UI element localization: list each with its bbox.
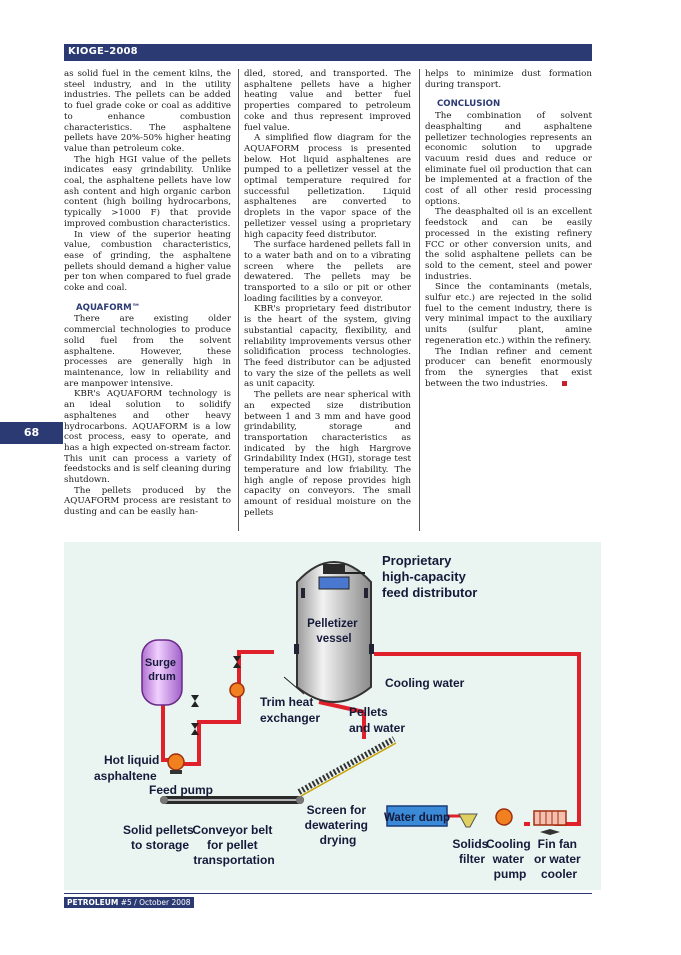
aquaform-flow-diagram (64, 542, 601, 890)
flow-diagram-svg (64, 542, 601, 890)
header-bar (64, 44, 592, 61)
paragraph (425, 347, 592, 390)
label-pelletizer-line: Pelletizer (307, 618, 358, 630)
end-of-article-mark (562, 381, 567, 386)
footer-brand: PETROLEUM (67, 898, 119, 907)
label-solid-pellets (123, 823, 197, 852)
paragraph: The pellets produced by the AQUAFORM process are resistant to dusting and can be easily han- (64, 485, 231, 518)
label-solid-pellets-line: Solid pellets (122, 823, 194, 837)
label-hot-liquid-line: Hot liquid (104, 753, 160, 767)
label-screen-line: dewatering (304, 818, 369, 832)
paragraph: The deasphalted oil is an excellent feedstock and can be easily processed in the existing refinery FCC or other conversion units, and the solid asphaltene pellets can be sold to the cement, steel and power industries. (425, 207, 592, 282)
conveyor-belt (160, 796, 304, 804)
footer-issue-tag (64, 897, 194, 908)
fin-fan-cooler (534, 811, 566, 835)
label-pellets-line: Pellets (349, 705, 388, 719)
paragraph: KBR's AQUAFORM technology is an ideal solution to solidify asphaltenes and other heavy hydrocarbons. AQUAFORM is a low cost process, easy to operate, and has a high expected on-stream factor. This unit can process a variety of feedstocks and is self cleaning during shutdown. (64, 389, 231, 486)
paragraph: dled, stored, and transported. The asphaltene pellets have a higher heating value and better fuel properties compared to petroleum coke and thus represent improved fuel value. (244, 69, 411, 133)
label-feed-distributor (382, 553, 477, 600)
dewatering-screen (299, 739, 396, 796)
label-solids-filter-line: Solids (452, 837, 489, 851)
text-column-2 (244, 69, 411, 519)
paragraph: A simplified flow diagram for the AQUAFORM process is presented below. Hot liquid asphaltenes are pumped to a pelletizer vessel at the optimal temperature required for successful pelletization. Liquid asphaltenes are converted to droplets in the vapor space of the pelletizer vessel using a proprietary high capacity feed distributor. (244, 133, 411, 240)
label-hot-liquid-line: asphaltene (94, 769, 157, 783)
label-trim-heat-line: Trim heat (260, 695, 314, 709)
label-fin-fan-line: or water (533, 852, 581, 866)
label-hot-liquid-asphaltene (94, 753, 163, 783)
paragraph: helps to minimize dust formation during transport. (425, 69, 592, 90)
label-feed-distributor-line: Proprietary (382, 553, 452, 568)
label-cooling-water-pump (486, 837, 534, 881)
journal-header-title: KIOGE–2008 (68, 46, 138, 57)
paragraph: The pellets are near spherical with an expected size distribution between 1 and 3 mm and have good grindability, storage and transportation characteristics as indicated by the high Hargrove Grindability Index (HGI), storage test temperature and low friability. The high angle of repose provides high capacity on conveyors. The small amount of residual moisture on the pellets (244, 390, 411, 518)
paragraph: The high HGI value of the pellets indicates easy grindability. Unlike coal, the asphaltene pellets have low ash content and high organic carbon content (high boiling hydrocarbons, typically >1000 F) that provide improved combustion characteristics. (64, 154, 231, 229)
label-fin-fan-cooler (534, 837, 584, 881)
label-feed-pump: Feed pump (149, 783, 214, 797)
label-conveyor-belt (192, 823, 275, 867)
text-column-3 (425, 69, 592, 389)
feed-pump-icon (168, 754, 184, 770)
feed-distributor-pointer (345, 572, 365, 574)
column-divider (419, 69, 420, 531)
section-heading-aquaform: AQUAFORM™ (76, 302, 141, 313)
label-cooling-pump-line: Cooling (486, 837, 531, 851)
label-fin-fan-line: cooler (540, 867, 578, 881)
control-valve-icon (191, 695, 199, 707)
label-trim-heat-line: exchanger (260, 711, 321, 725)
footer-rule (64, 893, 592, 894)
label-cooling-pump-line: pump (493, 867, 527, 881)
label-screen-line: Screen for (306, 803, 367, 817)
cooling-water-pump-icon (496, 809, 512, 825)
label-feed-distributor-line: high-capacity (382, 569, 466, 584)
footer-issue: #5 / October 2008 (120, 898, 191, 907)
section-heading-conclusion: CONCLUSION (437, 99, 501, 110)
label-screen-dewatering (305, 803, 372, 847)
label-trim-heat-exchanger (260, 695, 320, 725)
trim-heat-exchanger-icon (230, 683, 244, 697)
paragraph: In view of the superior heating value, combustion characteristics, ease of grinding, the asphaltene pellets should demand a higher value per ton when compared to fuel grade coke and coal. (64, 229, 231, 294)
paragraph-text: The Indian refiner and cement producer can benefit enormously from the synergies that exist between the two industries. (425, 346, 592, 389)
paragraph: Since the contaminants (metals, sulfur etc.) are rejected in the solid fuel to the cement industry, there is very minimal impact to the auxiliary units (sulfur plant, amine regeneration etc.) within the refinery. (425, 282, 592, 346)
label-surge-drum-line: drum (148, 671, 176, 683)
label-screen-line: drying (319, 833, 357, 847)
label-feed-distributor-line: feed distributor (382, 585, 478, 600)
text-column-1 (64, 69, 231, 518)
column-divider (238, 69, 239, 531)
solids-filter-icon (459, 814, 477, 827)
label-pelletizer-line: vessel (316, 633, 352, 645)
label-pellets-line: and water (349, 721, 406, 735)
label-cooling-pump-line: water (492, 852, 525, 866)
label-solid-pellets-line: to storage (130, 838, 190, 852)
paragraph: KBR's proprietary feed distributor is the heart of the system, giving substantial capacity, flexibility, and reliability improvements versus other solidification process technologies. The feed distributor can be adjusted to vary the size of the pellets as well as unit capacity. (244, 304, 411, 390)
paragraph: as solid fuel in the cement kilns, the steel industry, and in the utility industries. The pellets can be added to fuel grade coke or coal as additive to enhance combustion characteristics. The asphaltene pellets have 20%-50% higher heating value than petroleum coke. (64, 69, 231, 154)
label-pellets-and-water (349, 705, 405, 735)
label-conveyor-line: transportation (193, 853, 275, 867)
label-surge-drum-line: Surge (144, 657, 177, 669)
paragraph: The combination of solvent deasphalting and asphaltene pelletizer technologies represents an economic solution to upgrade vacuum resid dues and reduce or eliminate fuel oil production that can be implemented at a fraction of the cost of all other resid processing options. (425, 111, 592, 207)
label-conveyor-line: Conveyor belt (192, 823, 273, 837)
label-fin-fan-line: Fin fan (537, 837, 577, 851)
paragraph: There are existing older commercial technologies to produce solid fuel from the solvent asphaltene. However, these processes are generally high in maintenance, low in reliability and are manpower intensive. (64, 314, 231, 389)
label-water-dump: Water dump (383, 812, 451, 824)
label-conveyor-line: for pellet (206, 838, 258, 852)
paragraph: The surface hardened pellets fall in to a water bath and on to a vibrating screen where the pellets are dewatered. The pellets may be transported to a silo or pit or other loading facilities by a conveyor. (244, 240, 411, 304)
label-solids-filter-line: filter (458, 852, 486, 866)
label-cooling-water: Cooling water (385, 676, 465, 690)
page-number-tab: 68 (0, 422, 63, 444)
pelletizer-vessel (294, 562, 374, 702)
